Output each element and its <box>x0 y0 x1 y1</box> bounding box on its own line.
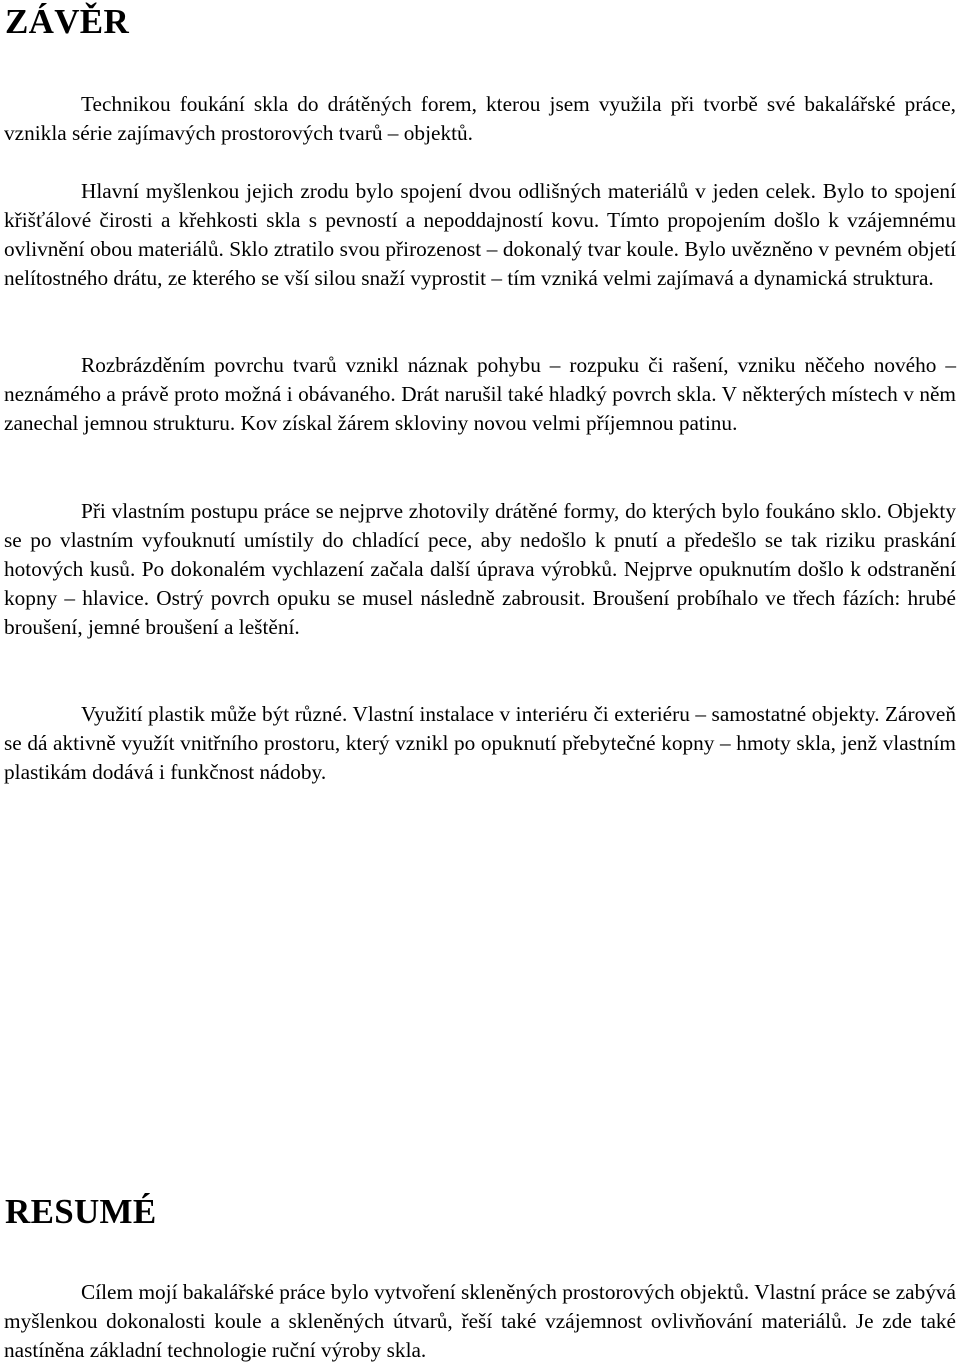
resume-paragraph-1: Cílem mojí bakalářské práce bylo vytvoření skleněných prostorových objektů. Vlastní práce se zabývá myšlenkou dokonalosti koule a skleněných útvarů, řeší také vzájemnost ovlivňování materiálů. Je zde také nastíněna základní technologie ruční výroby skla. <box>4 1280 956 1362</box>
zaver-paragraph-1: Technikou foukání skla do drátěných forem, kterou jsem využila při tvorbě své bakalářské práce, vznikla série zajímavých prostorových tvarů – objektů. <box>4 92 956 145</box>
zaver-paragraph-2: Hlavní myšlenkou jejich zrodu bylo spojení dvou odlišných materiálů v jeden celek. Bylo to spojení křišťálové čirosti a křehkosti skla s pevností a nepoddajností kovu. Tímto propojením došlo k vzájemnému ovlivnění obou materiálů. Sklo ztratilo svou přirozenost – dokonalý tvar koule. Bylo uvězněno v pevném objetí nelítostného drátu, ze kterého se vší silou snaží vyprostit – tím vzniká velmi zajímavá a dynamická struktura. <box>4 179 956 290</box>
section-heading-resume: RESUMÉ <box>5 1192 157 1231</box>
zaver-paragraph-3: Rozbrázděním povrchu tvarů vznikl náznak pohybu – rozpuku či rašení, vzniku něčeho nového – neznámého a právě proto možná i obávaného. Drát narušil také hladký povrch skla. V některých místech v něm zanechal jemnou strukturu. Kov získal žárem skloviny novou velmi příjemnou patinu. <box>4 353 956 435</box>
zaver-paragraph-4: Při vlastním postupu práce se nejprve zhotovily drátěné formy, do kterých bylo foukáno sklo. Objekty se po vlastním vyfouknutí umístily do chladící pece, aby nedošlo k pnutí a předešlo se tak riziku praskání hotových kusů. Po dokonalém vychlazení začala další úprava výrobků. Nejprve opuknutím došlo k odstranění kopny – hlavice. Ostrý povrch opuku se musel následně zabrousit. Broušení probíhalo ve třech fázích: hrubé broušení, jemné broušení a leštění. <box>4 499 956 639</box>
zaver-paragraph-5: Využití plastik může být různé. Vlastní instalace v interiéru či exteriéru – samostatné objekty. Zároveň se dá aktivně využít vnitřního prostoru, který vznikl po opuknutí přebytečné kopny – hmoty skla, jenž vlastním plastikám dodává i funkčnost nádoby. <box>4 702 956 784</box>
section-heading-zaver: ZÁVĚR <box>5 2 130 41</box>
